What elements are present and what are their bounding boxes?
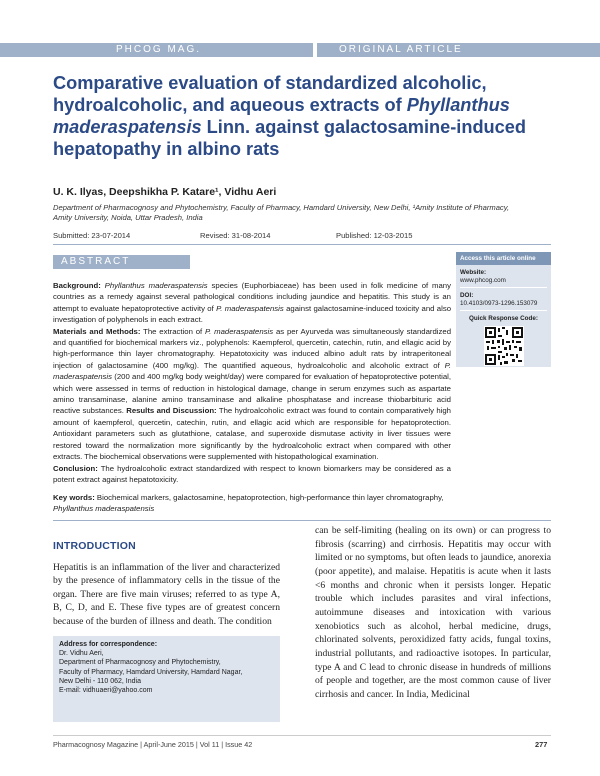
- journal-banner: PHCOG MAG.: [0, 43, 313, 57]
- header-divider: [53, 244, 551, 245]
- abstract-methods-text-1: The extraction of: [140, 326, 205, 336]
- abstract-background-label: Background:: [53, 281, 101, 290]
- doi-label: DOI:: [460, 292, 474, 299]
- access-online-header: Access this article online: [456, 252, 551, 265]
- footer-divider: [53, 735, 551, 736]
- title-part-2: Linn. against galactosamine-induced hepatopathy in albino rats: [53, 117, 527, 159]
- correspondence-line-1: Department of Pharmacognosy and Phytochemistry,: [59, 659, 221, 667]
- author-list: U. K. Ilyas, Deepshikha P. Katare¹, Vidhu Aeri: [53, 186, 277, 198]
- abstract-methods-species-2: P. maderaspatensis: [53, 360, 451, 382]
- website-link[interactable]: www.phcog.com: [460, 277, 506, 284]
- abstract-conclusion-text: The hydroalcoholic extract standardized with respect to known biomarkers may be considered as a potent extract against hepatotoxicity.: [53, 463, 451, 484]
- affiliations: [53, 203, 543, 223]
- page-number: 277: [535, 740, 548, 749]
- introduction-left-column: Hepatitis is an inflammation of the liver and characterized by the presence of inflammatory cells in the tissue of the organ. There are five main viruses; referred to as type A, B, C, D, and E. These five types are of greatest concern because of the burden of illness and death. The condition: [53, 562, 280, 627]
- abstract-methods-species: P. maderaspatensis: [204, 326, 274, 336]
- published-date: Published: 12-03-2015: [336, 231, 413, 240]
- keywords-text: Biochemical markers, galactosamine, hepatoprotection, high-performance thin layer chromatography,: [94, 493, 444, 502]
- article-title: [53, 72, 553, 160]
- affiliation-line-2: Amity University, Noida, Uttar Pradesh, India: [53, 213, 203, 222]
- correspondence-box: [53, 636, 280, 722]
- doi-value[interactable]: 10.4103/0973-1296.153079: [460, 300, 538, 307]
- keywords-label: Key words:: [53, 493, 95, 502]
- title-part-1: Comparative evaluation of standardized alcoholic, hydroalcoholic, and aqueous extracts of: [53, 73, 487, 115]
- correspondence-email[interactable]: E-mail: vidhuaeri@yahoo.com: [59, 687, 153, 695]
- abstract-conclusion-label: Conclusion:: [53, 463, 98, 473]
- abstract-background-text: species (Euphorbiaceae) has been used in folk medicine of many countries as a remedy against several pathological conditions including jaundice and hepatitis. This study is an attempt to evaluate hepatoprotective activity of: [53, 281, 451, 313]
- abstract-body: [53, 280, 451, 485]
- abstract-species: Phyllanthus maderaspatensis: [104, 281, 208, 290]
- abstract-methods-text-2: as per Ayurveda was simultaneously standardized and quantified for biochemical markers viz., polyphenols: Kaempferol, quercetin, catechin, rutin, and ellagic acid by high-performance thin layer chromatography. Hepatotoxicity was induced albino adult rats by intraperitoneal injection of galactosamine (400 mg/kg). The quantified aqueous, hydroalcoholic and alcoholic extract of: [53, 326, 451, 370]
- abstract-heading: ABSTRACT: [53, 255, 190, 269]
- abstract-background-text-2: against galactosamine-induced toxicity and also investigation of polyphenols in each extract.: [53, 303, 451, 325]
- correspondence-line-2: Faculty of Pharmacy, Hamdard University, Hamdard Nagar,: [59, 668, 243, 676]
- qr-code-icon[interactable]: [484, 326, 524, 366]
- introduction-heading: INTRODUCTION: [53, 540, 136, 552]
- revised-date: Revised: 31-08-2014: [200, 231, 271, 240]
- website-label: Website:: [460, 269, 487, 276]
- qr-label: Quick Response Code:: [469, 315, 538, 322]
- title-species: Phyllanthus maderaspatensis: [53, 95, 510, 137]
- abstract-results-label: Results and Discussion:: [126, 406, 217, 416]
- abstract-species-2: P. maderaspatensis: [216, 303, 284, 313]
- qr-code-graphic: [484, 326, 524, 366]
- access-online-box: [456, 252, 551, 367]
- introduction-right-column: can be self-limiting (healing on its own) or can progress to fibrosis (scarring) and cirrhosis. Hepatitis may occur with limited or no symptoms, but often leads to jaundice, anorexia (poor appetite), and malaise. Hepatitis is acute when it lasts <6 months and chronic when it persists longer. Hepatic trouble which includes parasites and viral infections, autoimmune diseases and intoxication with various xenobiotics such as alcohol, herbal medicine, drugs, chlorinated solvents, peroxidized fatty acids, fungal toxins, industrial pollutants, and radioactive isotopes. In particular, type A and C lead to chronic disease in hundreds of millions of people and together, are the most common cause of liver cirrhosis and cancer. In India, Medicinal: [315, 525, 551, 700]
- submitted-date: Submitted: 23-07-2014: [53, 231, 131, 240]
- abstract-results-text: The hydroalcoholic extract was found to contain comparatively high amount of kaempferol, quercetin, catechin, rutin, and ellagic acid which are responsible for hepatoprotection. Antioxidant parameters such as glutathione, catalase, and superoxide dismutase activity in liver tissues were restored toward the normalization more significantly by the hydroalcoholic extract when compared with other extracts. The biochemical observations were supplemented with histopathological examination.: [53, 406, 451, 462]
- footer-citation: Pharmacognosy Magazine | April-June 2015 | Vol 11 | Issue 42: [53, 740, 253, 749]
- article-type-banner: ORIGINAL ARTICLE: [317, 43, 600, 57]
- correspondence-line-3: New Delhi - 110 062, India: [59, 677, 141, 685]
- keywords-species: Phyllanthus maderaspatensis: [53, 504, 155, 514]
- affiliation-line-1: Department of Pharmacognosy and Phytochemistry, Faculty of Pharmacy, Hamdard University, New Delhi, ¹Amity Institute of Pharmacy,: [53, 203, 510, 212]
- section-divider: [53, 520, 551, 521]
- abstract-methods-label: Materials and Methods:: [53, 326, 141, 336]
- correspondence-name: Dr. Vidhu Aeri,: [59, 650, 104, 658]
- keywords: [53, 492, 451, 515]
- abstract-methods-text-3: (200 and 400 mg/kg body weight/day) were compared for evaluation of hepatoprotective potential, which were assessed in terms of reduction in histological damage, change in serum enzymes such as aspartate amino transaminase, alanine amino transaminase and alkaline phosphatase and increase thiobarbituric acid reactive substances.: [53, 372, 451, 416]
- correspondence-heading: Address for correspondence:: [59, 641, 158, 648]
